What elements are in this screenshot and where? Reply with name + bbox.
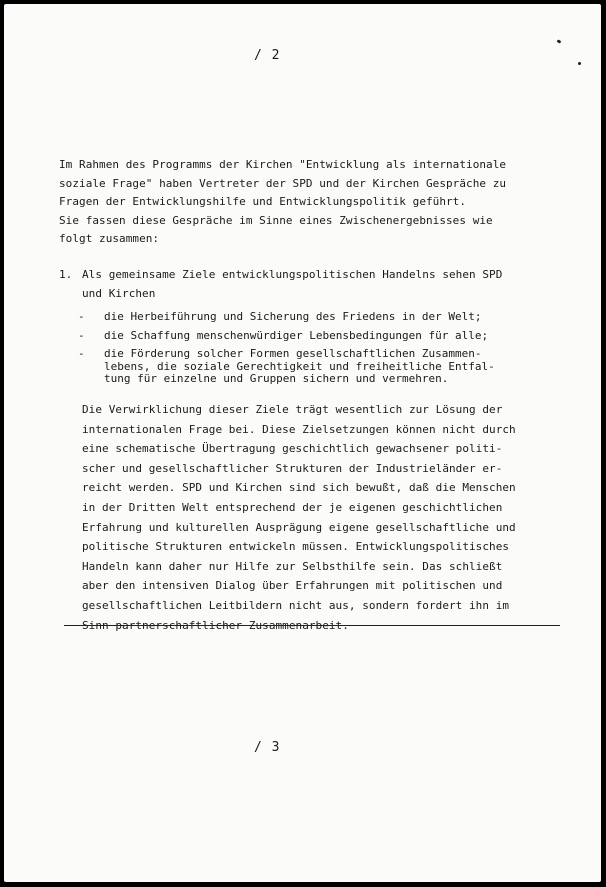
list-dash: - [78, 347, 85, 360]
text-line: soziale Frage" haben Vertreter der SPD und der Kirchen Gespräche zu [59, 176, 507, 190]
page-number-top: / 2 [254, 48, 281, 63]
scan-speck [578, 62, 581, 65]
body-paragraph [82, 400, 542, 635]
scan-speck [557, 39, 562, 44]
text-line: lebens, die soziale Gerechtigkeit und freiheitliche Entfal- [104, 359, 495, 373]
text-line: tung für einzelne und Gruppen sichern und vermehren. [104, 372, 449, 385]
page-number-bottom: / 3 [254, 740, 281, 755]
text-line: in der Dritten Welt entsprechend der je eigenen geschichtlichen [82, 500, 503, 514]
text-line: Fragen der Entwicklungshilfe und Entwicklungspolitik geführt. [59, 195, 467, 208]
list-dash: - [78, 328, 85, 342]
text-line: die Herbeiführung und Sicherung des Friedens in der Welt; [104, 310, 482, 323]
list-item [78, 308, 518, 327]
intro-paragraph [59, 156, 529, 249]
document-page [4, 4, 601, 882]
text-line: gesellschaftlichen Leitbildern nicht aus, sondern fordert ihn im [82, 598, 510, 612]
list-item [78, 327, 518, 346]
text-line: eine schematische Übertragung geschichtlich gewachsener politi- [82, 442, 503, 456]
text-line: Erfahrung und kulturellen Ausprägung eigene gesellschaftliche und [82, 520, 516, 534]
text-line: die Schaffung menschenwürdiger Lebensbedingungen für alle; [104, 328, 489, 342]
text-line: Sinn partnerschaftlicher Zusammenarbeit. [82, 618, 349, 632]
text-line: Im Rahmen des Programms der Kirchen "Entwicklung als internationale [59, 158, 507, 171]
text-line: die Förderung solcher Formen gesellschaftlichen Zusammen- [104, 347, 482, 360]
item-number: 1. [59, 268, 73, 281]
list-item [78, 345, 518, 386]
text-line: internationalen Frage bei. Diese Zielsetzungen können nicht durch [82, 422, 516, 436]
text-line: Die Verwirklichung dieser Ziele trägt wesentlich zur Lösung der [82, 403, 503, 416]
list-dash: - [78, 310, 85, 323]
text-line: politische Strukturen entwickeln müssen. Entwicklungspolitisches [82, 540, 510, 554]
text-line: scher und gesellschaftlicher Strukturen der Industrieländer er- [82, 461, 503, 475]
text-line: Handeln kann daher nur Hilfe zur Selbsthilfe sein. Das schließt [82, 559, 503, 573]
item-text [82, 266, 542, 303]
section-divider [64, 625, 560, 626]
text-line: Sie fassen diese Gespräche im Sinne eines Zwischenergebnisses wie [59, 213, 493, 227]
text-line: folgt zusammen: [59, 232, 160, 245]
goal-list [78, 308, 518, 386]
text-line: aber den intensiven Dialog über Erfahrungen mit politischen und [82, 579, 503, 593]
text-line: reicht werden. SPD und Kirchen sind sich bewußt, daß die Menschen [82, 481, 516, 495]
text-line: und Kirchen [82, 286, 156, 300]
text-line: Als gemeinsame Ziele entwicklungspolitischen Handelns sehen SPD [82, 268, 503, 281]
